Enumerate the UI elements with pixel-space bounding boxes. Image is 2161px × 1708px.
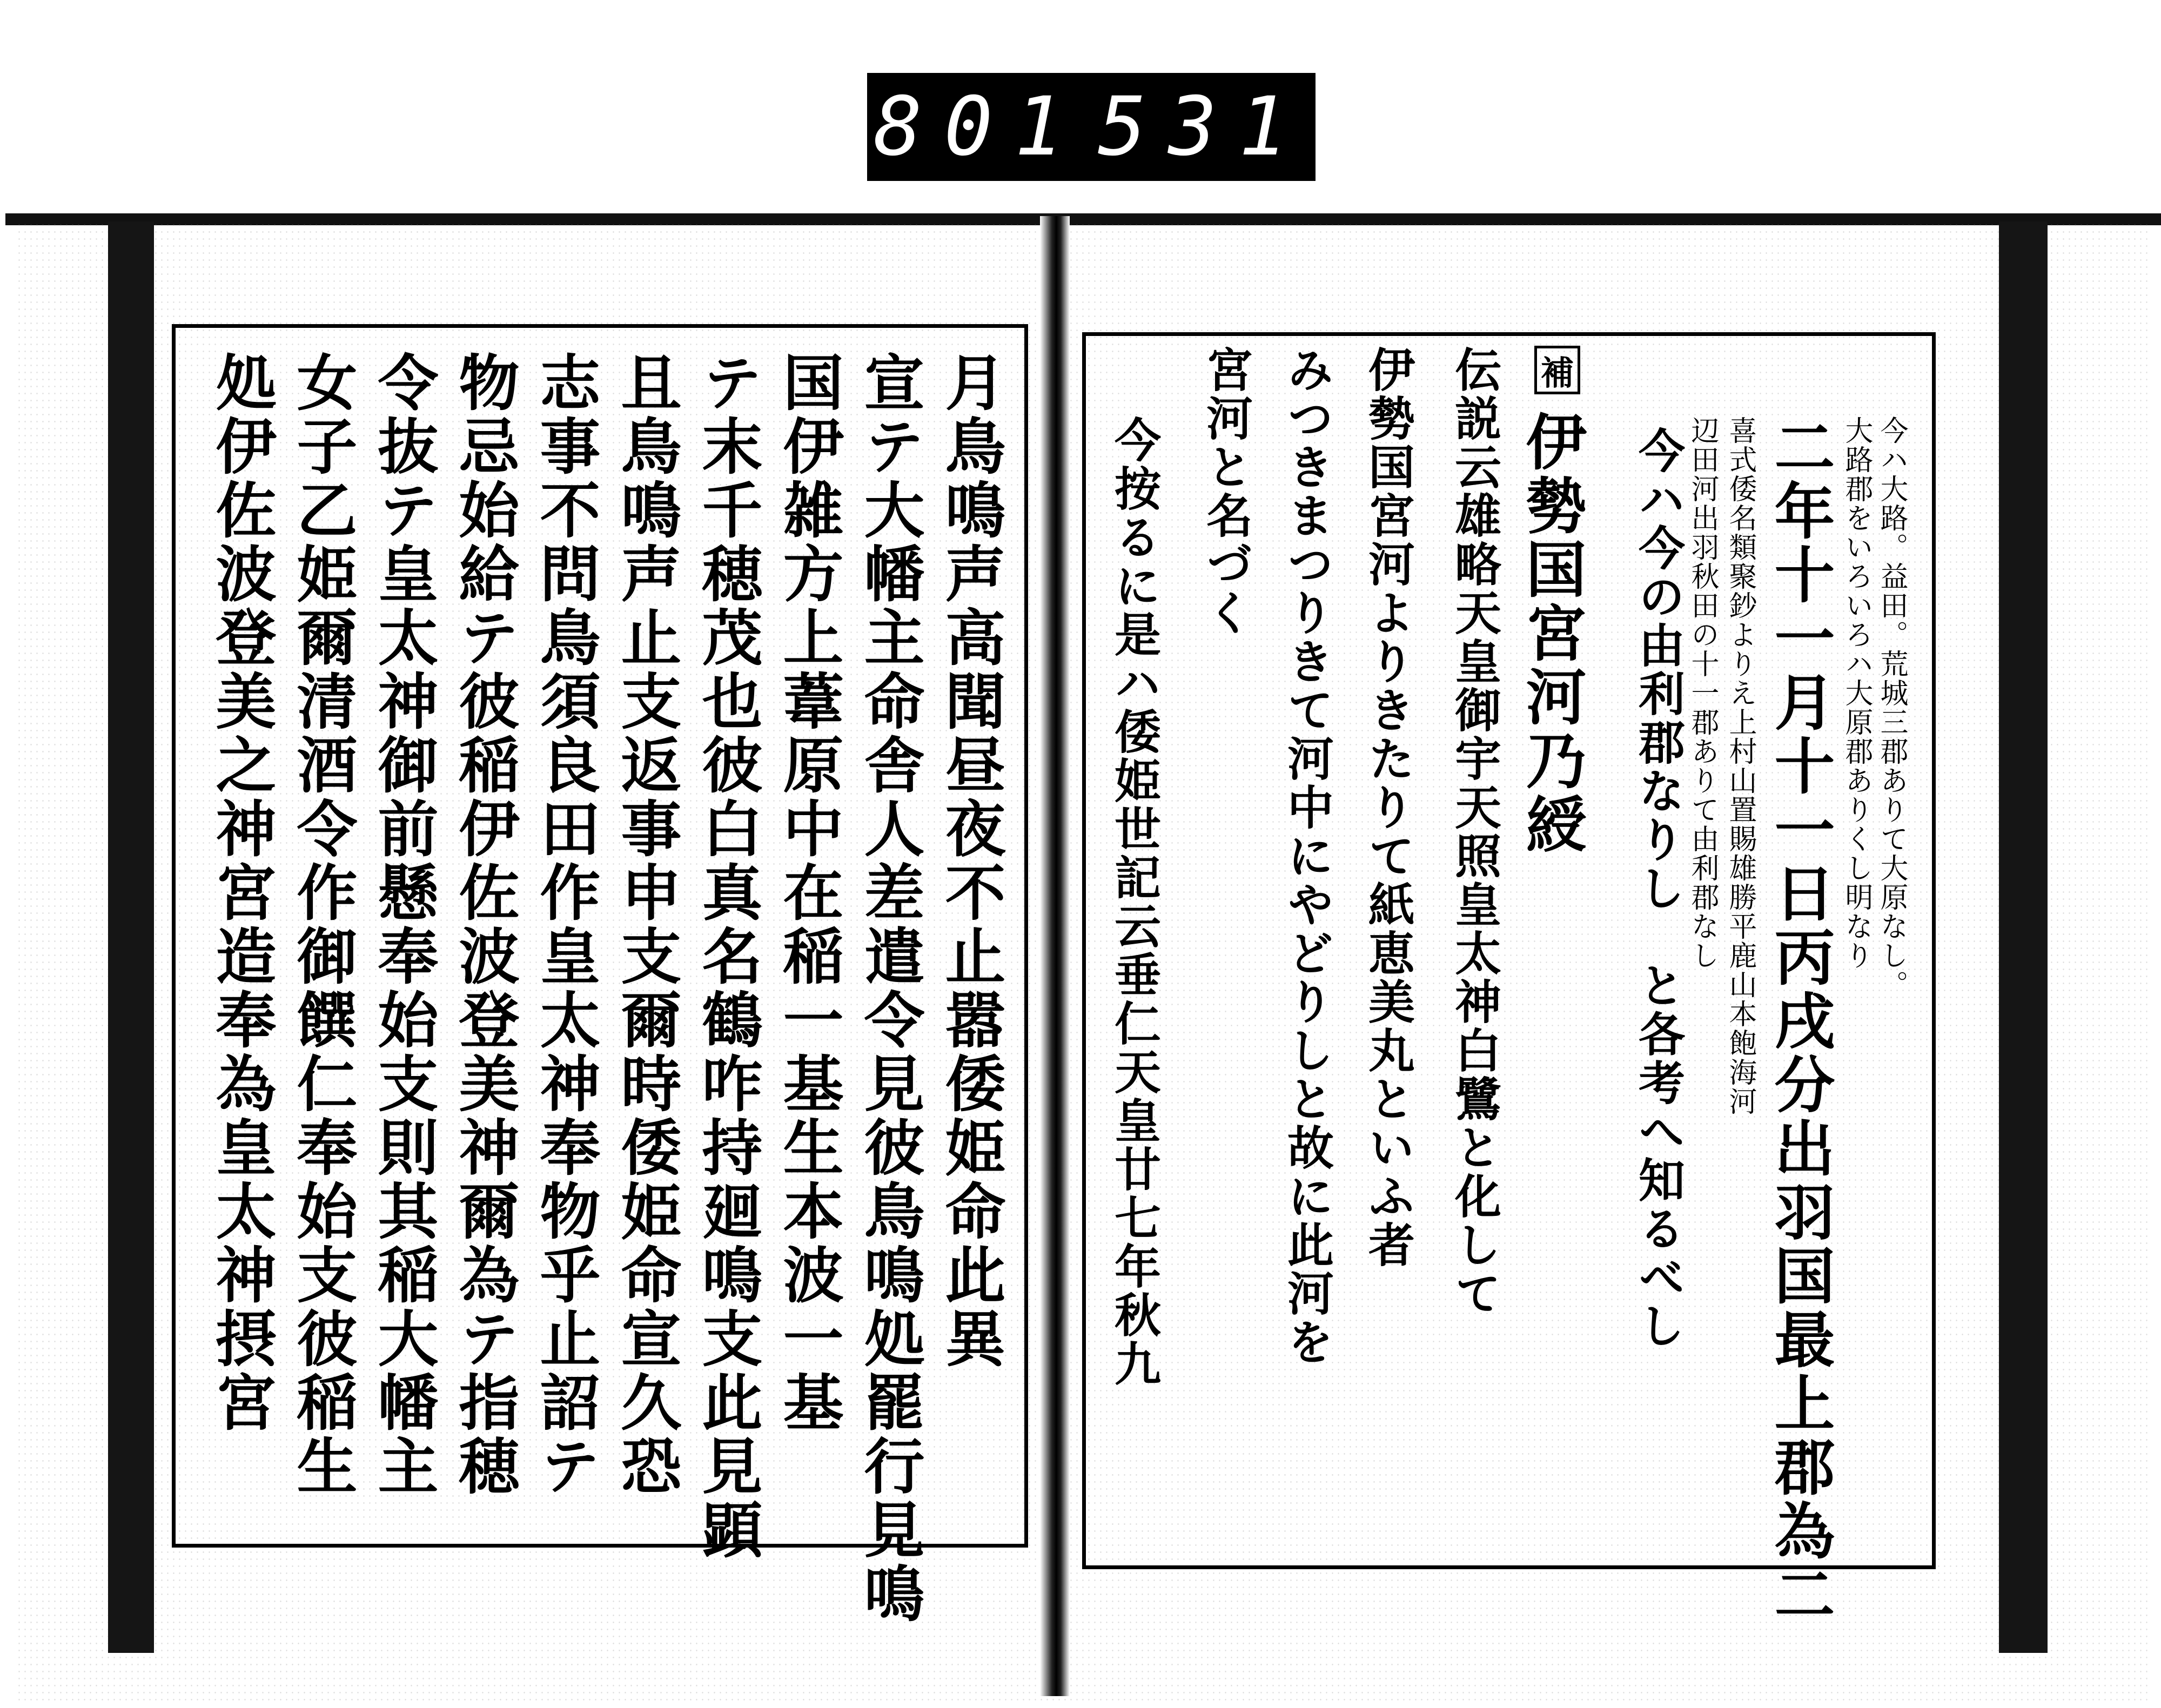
left-column-5: 且鳥鳴声止支返事申支爾時倭姫命宣久恐: [611, 351, 682, 1498]
supplement-marker: 補: [1534, 346, 1580, 394]
left-column-8: 令抜テ皇太神御前懸奉始支則其稲大幡主: [368, 351, 439, 1498]
right-column-4: 喜式倭名類聚鈔よりえ上村山置賜雄勝平鹿山本飽海河: [1724, 416, 1756, 1116]
right-column-3: 二年十一月十一日丙戌分出羽国最上郡為二: [1764, 416, 1835, 1627]
right-column-7: 伊勢国宮河乃綬: [1516, 411, 1587, 857]
left-column-10: 処伊佐波登美之神宮造奉為皇太神摂宮: [206, 351, 277, 1435]
left-column-3: 国伊雑方上葦原中在稲一基生本波一基: [773, 351, 844, 1435]
call-number-right: 531: [1098, 80, 1309, 174]
right-column-11: 宮河と名づく: [1198, 346, 1253, 637]
left-column-9: 女子乙姫爾清酒令作御饌仁奉始支彼稲生: [287, 351, 358, 1498]
right-column-12: 今按るに是ハ倭姫世記云垂仁天皇廿七年秋九: [1106, 416, 1161, 1388]
book-gutter: [1040, 216, 1070, 1696]
right-column-1: 今ハ大路。益田。荒城三郡ありて大原なし。: [1875, 416, 1908, 999]
left-column-6: 志事不問鳥須良田作皇太神奉物乎止詔テ: [530, 351, 601, 1498]
left-column-2: 宣テ大幡主命舎人差遣令見彼鳥鳴処罷行見鳴: [854, 351, 925, 1626]
right-column-2: 大路郡をいろいろハ大原郡ありくし明なり: [1840, 416, 1873, 970]
call-number-left: 801: [874, 80, 1085, 174]
right-column-10: みつきまつりきて河中にやどりしと故に此河を: [1279, 346, 1334, 1367]
right-column-6: 今ハ今の由利郡なりし と各考へ知るべし: [1630, 427, 1685, 1350]
right-column-9: 伊勢国宮河よりきたりて紙恵美丸といふ者: [1360, 346, 1415, 1269]
right-column-5: 辺田河出羽秋田の十一郡ありて由利郡なし: [1686, 416, 1719, 970]
call-number-label: [867, 73, 1316, 181]
right-cover-edge: [1999, 221, 2048, 1653]
left-cover-edge: [108, 221, 154, 1653]
right-column-8: 伝説云雄略天皇御宇天照皇太神白鷺と化して: [1447, 346, 1501, 1318]
left-column-7: 物忌始給テ彼稲伊佐波登美神爾為テ指穂: [449, 351, 520, 1498]
left-column-1: 月鳥鳴声高聞昼夜不止嚣倭姫命此異: [935, 351, 1006, 1371]
left-column-4: テ末千穂茂也彼白真名鶴咋持廻鳴支此見顕: [692, 351, 763, 1562]
